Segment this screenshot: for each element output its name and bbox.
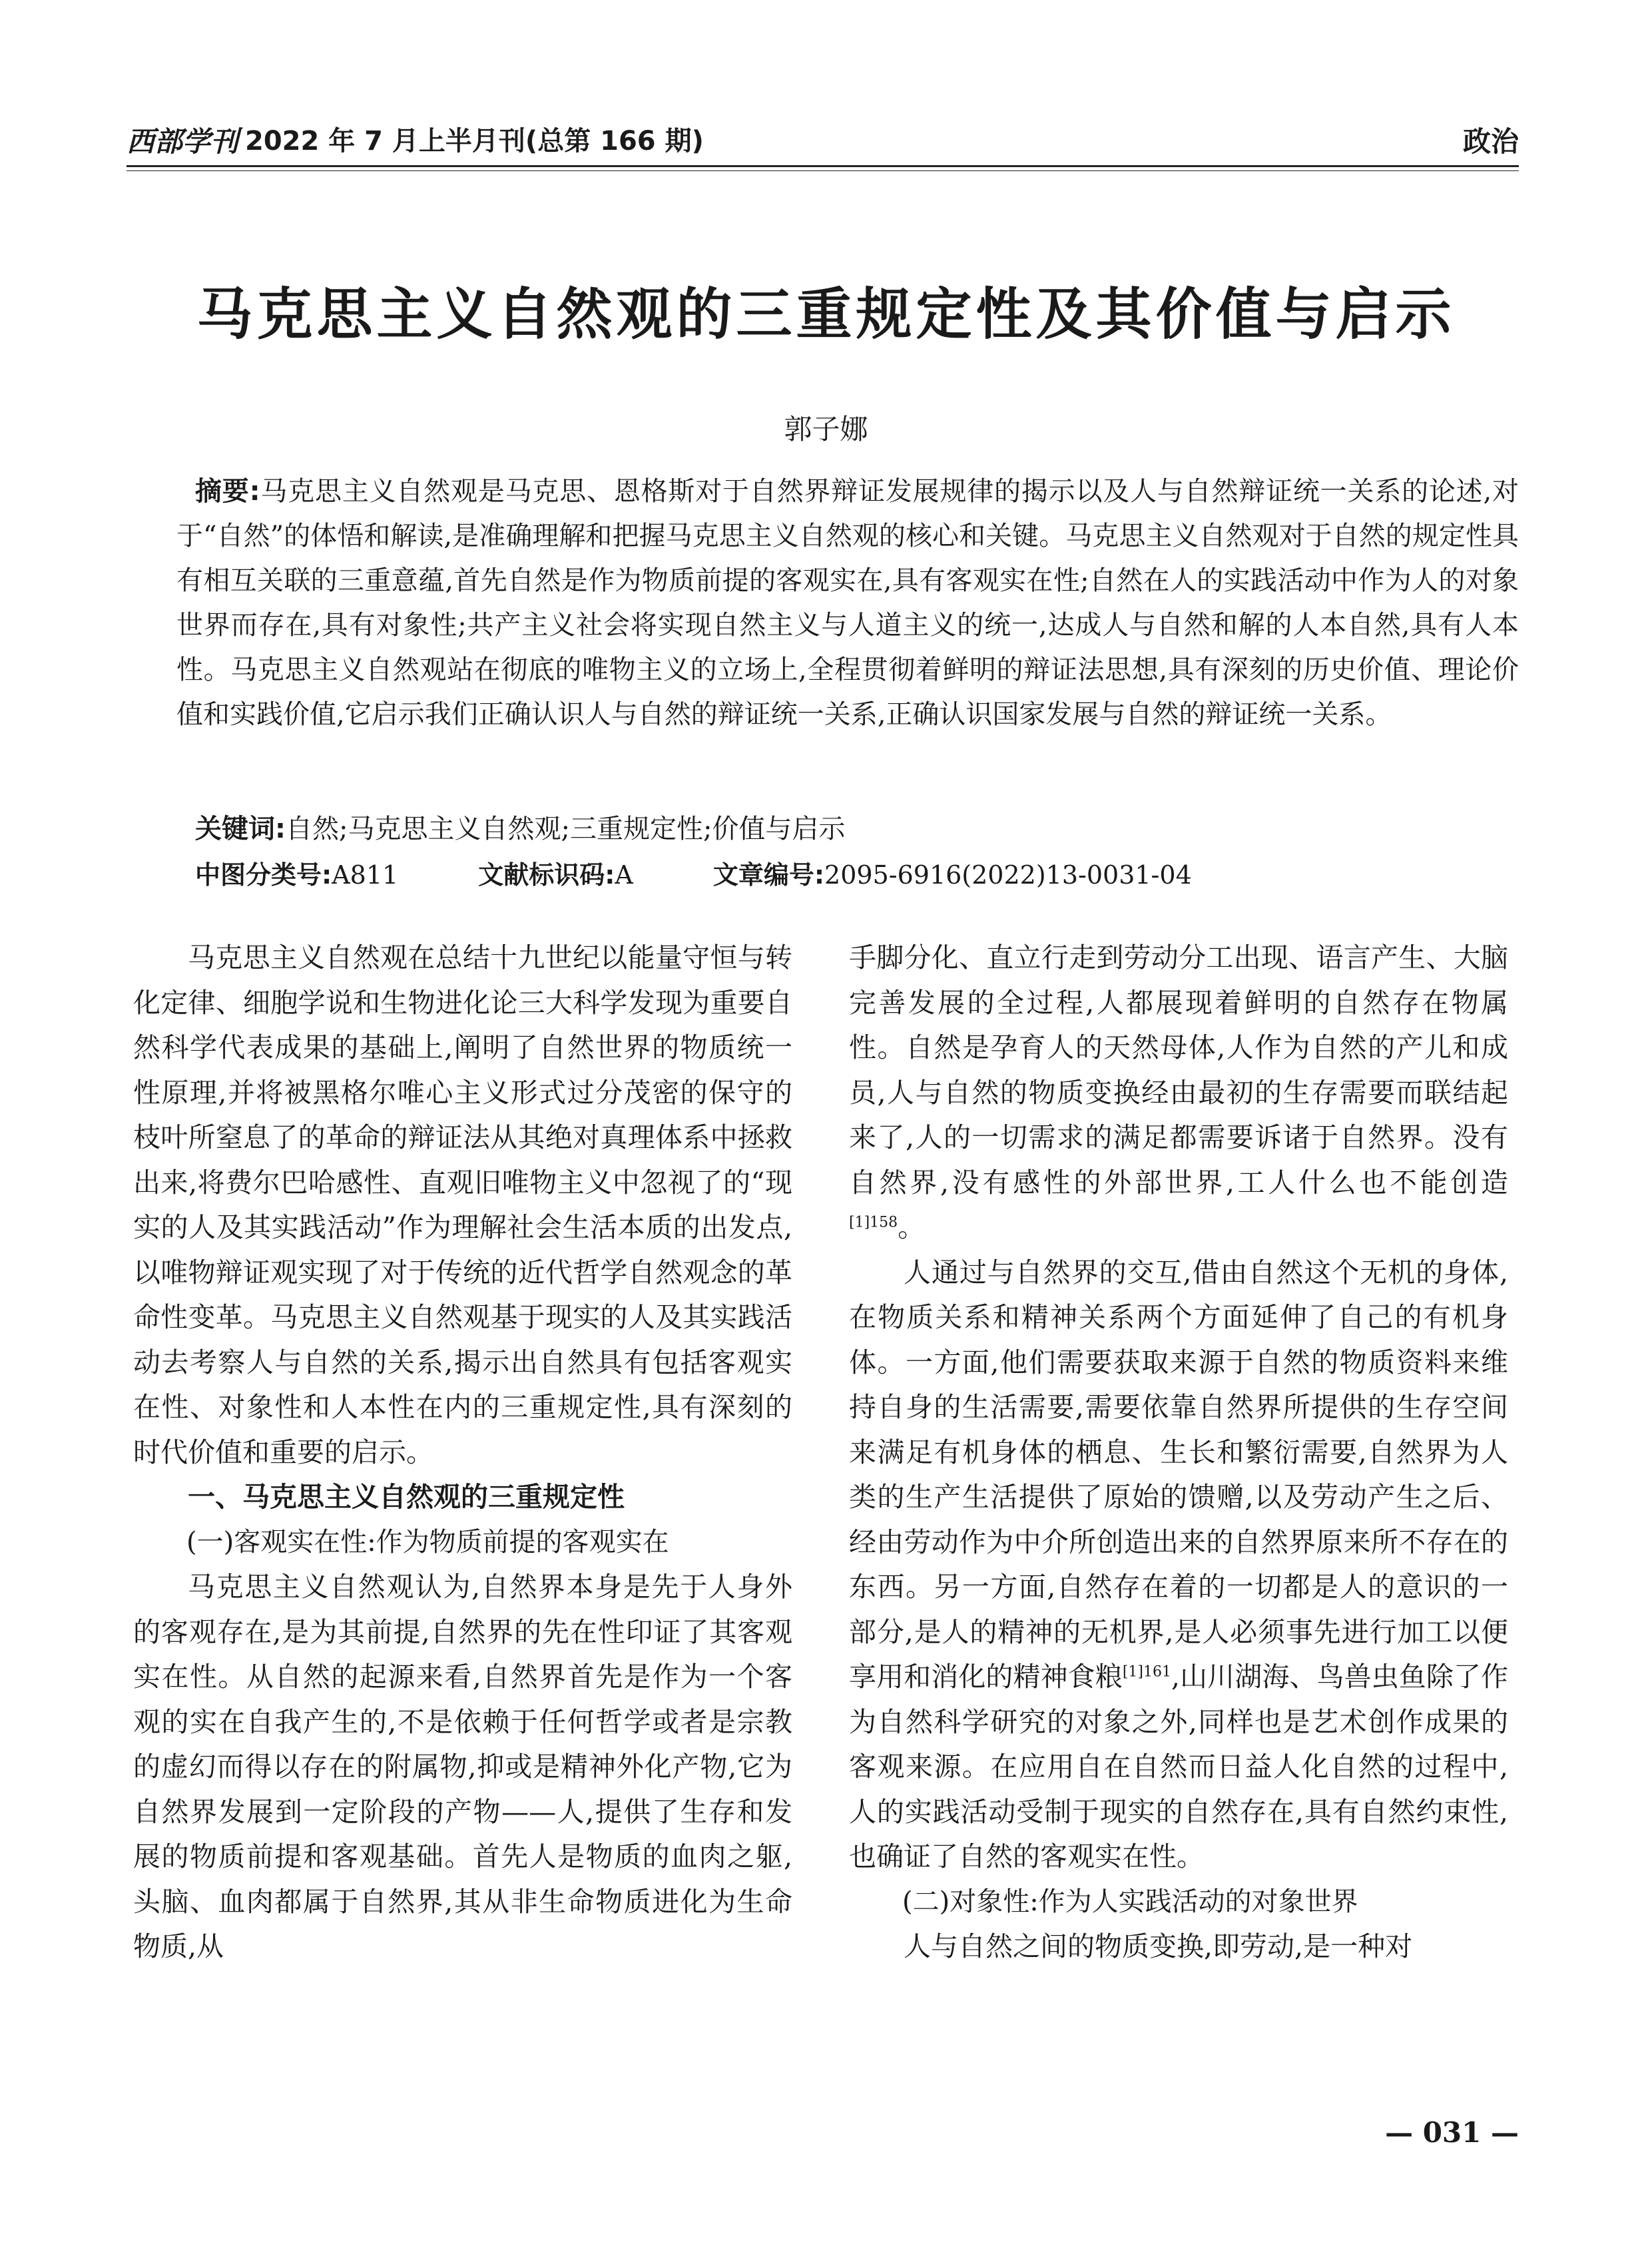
subsection-heading-1: (一)客观实在性:作为物质前提的客观实在 [186, 1526, 669, 1557]
paragraph-text: 手脚分化、直立行走到劳动分工出现、语言产生、大脑完善发展的全过程,人都展现着鲜明的自然存在物属性。自然是孕育人的天然母体,人作为自然的产儿和成员,人与自然的物质变换经由最初的生存需要而联结起来了,人的一切需求的满足都需要诉诸于自然界。没有自然界,没有感性的外部世界,工人什么也不能创造 [849, 942, 1508, 1199]
header-rule-thin [127, 170, 1519, 171]
citation: [1]161 [1122, 1663, 1171, 1681]
paragraph-text-end: ,山川湖海、鸟兽虫鱼除了作为自然科学研究的对象之外,同样也是艺术创作成果的客观来源。在应用自在自然而日益人化自然的过程中,人的实践活动受制于现实的自然存在,具有自然约束性,也确证了自然的客观实在性。 [849, 1661, 1508, 1872]
intro-paragraph: 马克思主义自然观在总结十九世纪以能量守恒与转化定律、细胞学说和生物进化论三大科学发现为重要自然科学代表成果的基础上,阐明了自然世界的物质统一性原理,并将被黑格尔唯心主义形式过分茂密的保守的枝叶所窒息了的革命的辩证法从其绝对真理体系中拯救出来,将费尔巴哈感性、直观旧唯物主义中忽视了的“现实的人及其实践活动”作为理解社会生活本质的出发点,以唯物辩证观实现了对于传统的近代哲学自然观念的革命性变革。马克思主义自然观基于现实的人及其实践活动去考察人与自然的关系,揭示出自然具有包括客观实在性、对象性和人本性在内的三重规定性,具有深刻的时代价值和重要的启示。 [133, 942, 792, 1468]
citation: [1]158 [849, 1214, 898, 1231]
clc-value: A811 [332, 860, 399, 890]
keywords-text: 自然;马克思主义自然观;三重规定性;价值与启示 [286, 814, 846, 844]
article-number-value: 2095-6916(2022)13-0031-04 [824, 860, 1192, 890]
keywords [195, 808, 1519, 846]
paragraph-text: 人通过与自然界的交互,借由自然这个无机的身体,在物质关系和精神关系两个方面延伸了自己的有机身体。一方面,他们需要获取来源于自然的物质资料来维持自身的生活需要,需要依靠自然界所提供的生存空间来满足有机身体的栖息、生长和繁衍需要,自然界为人类的生产生活提供了原始的馈赠,以及劳动产生之后、经由劳动作为中介所创造出来的自然界原来所不存在的东西。另一方面,自然存在着的一切都是人的意识的一部分,是人的精神的无机界,是人必须事先进行加工以便享用和消化的精神食粮 [849, 1256, 1508, 1693]
clc-label: 中图分类号: [195, 860, 332, 890]
author-name: 郭子娜 [784, 413, 868, 445]
article-meta [195, 854, 1519, 891]
right-column [849, 936, 1508, 1970]
article-number-item [713, 860, 1192, 890]
doc-code-value: A [615, 860, 633, 890]
abstract-label: 摘要: [195, 476, 260, 507]
body-paragraph-continued [849, 936, 1508, 1251]
paragraph-text-end: 。 [898, 1211, 926, 1243]
body-paragraph: 马克思主义自然观认为,自然界本身是先于人身外的客观存在,是为其前提,自然界的先在性印证了其客观实在性。从自然的起源来看,自然界首先是作为一个客观的实在自我产生的,不是依赖于任何哲学或者是宗教的虚幻而得以存在的附属物,抑或是精神外化产物,它为自然界发展到一定阶段的产物——人,提供了生存和发展的物质前提和客观基础。首先人是物质的血肉之躯,头脑、血肉都属于自然界,其从非生命物质进化为生命物质,从 [133, 1571, 792, 1962]
doc-code-item [478, 860, 633, 890]
article-title: 马克思主义自然观的三重规定性及其价值与启示 [196, 282, 1456, 347]
abstract [176, 469, 1519, 737]
keywords-label: 关键词: [195, 814, 286, 844]
abstract-text: 马克思主义自然观是马克思、恩格斯对于自然界辩证发展规律的揭示以及人与自然辩证统一关系的论述,对于“自然”的体悟和解读,是准确理解和把握马克思主义自然观的核心和关键。马克思主义自然观对于自然的规定性具有相互关联的三重意蕴,首先自然是作为物质前提的客观实在,具有客观实在性;自然在人的实践活动中作为人的对象世界而存在,具有对象性;共产主义社会将实现自然主义与人道主义的统一,达成人与自然和解的人本自然,具有人本性。马克思主义自然观站在彻底的唯物主义的立场上,全程贯彻着鲜明的辩证法思想,具有深刻的历史价值、理论价值和实践价值,它启示我们正确认识人与自然的辩证统一关系,正确认识国家发展与自然的辩证统一关系。 [176, 476, 1519, 730]
article-number-label: 文章编号: [712, 860, 825, 890]
running-header [127, 113, 1519, 160]
issue-info: 2022 年 7 月上半月刊(总第 166 期) [245, 126, 704, 156]
body-paragraph: 人与自然之间的物质变换,即劳动,是一种对 [904, 1930, 1413, 1962]
subsection-heading-2: (二)对象性:作为人实践活动的对象世界 [902, 1886, 1358, 1917]
page-number: — 031 — [1385, 2116, 1519, 2149]
section-heading-1: 一、马克思主义自然观的三重规定性 [188, 1481, 625, 1513]
section-tag: 政治 [1462, 125, 1519, 158]
doc-code-label: 文献标识码: [478, 860, 615, 890]
body-paragraph [849, 1251, 1508, 1880]
journal-logo: 西部学刊 [127, 125, 239, 158]
clc-item [195, 860, 398, 890]
left-column [133, 936, 792, 1970]
header-rule [127, 165, 1519, 167]
